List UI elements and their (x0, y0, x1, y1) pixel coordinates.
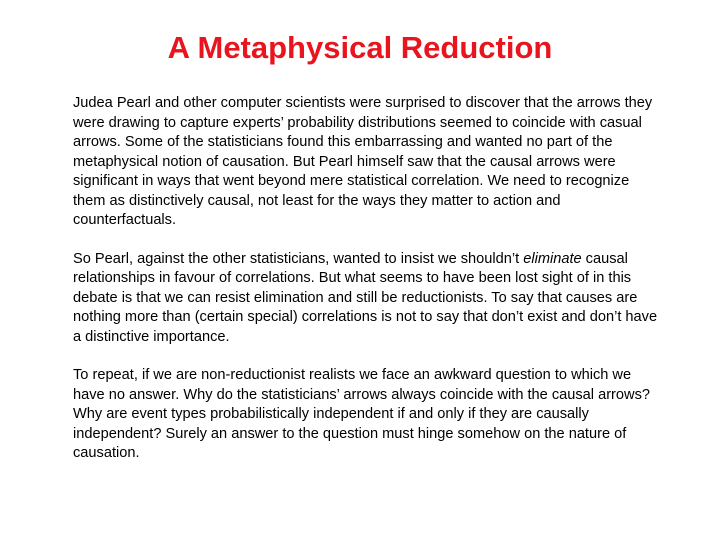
paragraph-2 (73, 250, 663, 348)
slide-title: A Metaphysical Reduction (167, 30, 553, 65)
slide-body (73, 94, 663, 483)
paragraph-2-after: causal relationships in favour of correlations. But what seems to have been lost sight of in this debate is that we can resist elimination and still be reductionists. To say that causes are nothing more than (certain special) correlations is not to say that don’t exist and don’t have a distinctive importance. (73, 250, 658, 345)
paragraph-2-before: So Pearl, against the other statisticians, wanted to insist we shouldn’t (73, 250, 524, 267)
paragraph-2-emphasis: eliminate (523, 250, 582, 267)
paragraph-1: Judea Pearl and other computer scientists were surprised to discover that the arrows they were drawing to capture experts’ probability distributions seemed to coincide with casual arrows. Some of the statisticians found this embarrassing and wanted no part of the metaphysical notion of causation. But Pearl himself saw that the causal arrows were significant in ways that went beyond mere statistical correlation. We need to recognize them as distinctively causal, not least for the ways they matter to action and counterfactuals. (73, 95, 653, 228)
paragraph-3: To repeat, if we are non-reductionist realists we face an awkward question to which we have no answer. Why do the statisticians’ arrows always coincide with the causal arrows? Why are event types probabilistically independent if and only if they are causally independent? Surely an answer to the question must hinge somehow on the nature of causation. (73, 367, 650, 461)
